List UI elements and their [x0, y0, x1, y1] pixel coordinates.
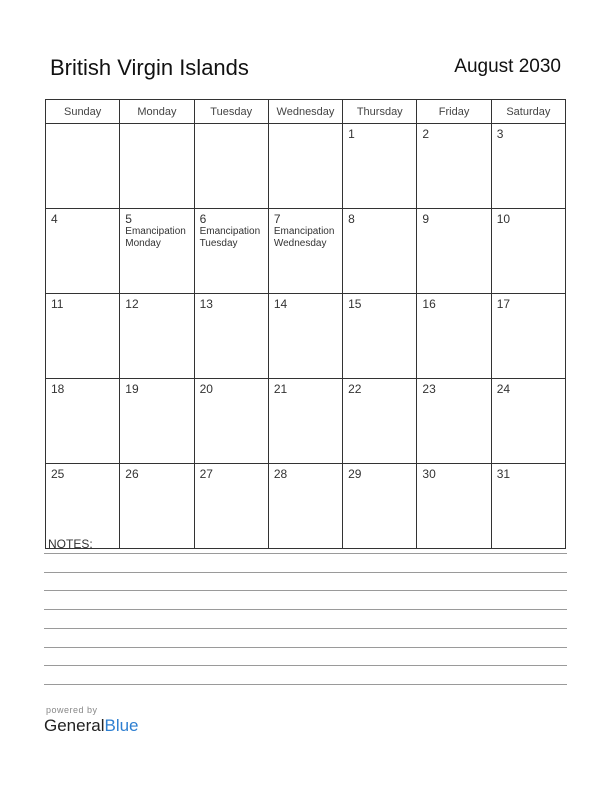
weekday-friday: Friday [417, 100, 491, 124]
day-cell [46, 294, 120, 379]
day-number: 23 [422, 382, 436, 396]
day-number: 9 [422, 212, 430, 226]
day-cell [120, 379, 194, 464]
day-number: 8 [348, 212, 355, 226]
day-number: 14 [273, 297, 288, 311]
day-cell [343, 209, 417, 294]
day-cell [46, 209, 120, 294]
day-cell [194, 294, 268, 379]
day-cell [194, 209, 268, 294]
day-cell [268, 294, 342, 379]
day-cell [268, 209, 342, 294]
day-cell [491, 379, 565, 464]
day-number: 18 [51, 382, 65, 396]
day-number: 16 [422, 297, 436, 311]
day-cell [194, 379, 268, 464]
day-number: 22 [348, 382, 362, 396]
holiday-label: Emancipation Tuesday [199, 226, 261, 249]
day-number: 20 [199, 382, 213, 396]
holiday-label: Emancipation Monday [125, 226, 186, 249]
day-number: 21 [273, 382, 288, 396]
day-cell [46, 124, 120, 209]
day-number: 4 [51, 212, 58, 226]
day-cell [268, 464, 342, 549]
day-number: 19 [125, 382, 139, 396]
day-number: 13 [199, 297, 213, 311]
day-number: 1 [348, 127, 355, 141]
week-row [46, 464, 566, 549]
week-row [46, 209, 566, 294]
notes-line [44, 590, 567, 591]
day-cell [268, 124, 342, 209]
day-cell [491, 209, 565, 294]
day-number: 30 [422, 467, 436, 481]
day-cell [46, 379, 120, 464]
day-cell [343, 464, 417, 549]
day-cell [491, 124, 565, 209]
brand-blue: Blue [104, 716, 139, 735]
notes-line [44, 609, 567, 610]
brand-general: General [44, 716, 105, 735]
calendar-month-title: August 2030 [454, 56, 561, 77]
day-number: 5 [125, 212, 132, 226]
day-number: 17 [496, 297, 511, 311]
day-cell [120, 124, 194, 209]
generalblue-logo [44, 716, 139, 736]
week-row [46, 294, 566, 379]
day-cell [46, 464, 120, 549]
powered-by-text: powered by [46, 705, 98, 715]
day-number: 27 [199, 467, 213, 481]
notes-line [44, 665, 567, 666]
weekday-saturday: Saturday [491, 100, 565, 124]
day-number: 11 [51, 297, 64, 311]
day-number: 12 [125, 297, 139, 311]
day-cell [343, 124, 417, 209]
day-number: 29 [348, 467, 362, 481]
day-cell [417, 209, 491, 294]
day-cell [417, 464, 491, 549]
notes-label: NOTES: [48, 537, 93, 551]
day-cell [343, 294, 417, 379]
day-number: 7 [273, 212, 281, 226]
day-cell [491, 294, 565, 379]
day-cell [343, 379, 417, 464]
day-cell [120, 294, 194, 379]
day-number: 3 [496, 127, 504, 141]
day-cell [120, 209, 194, 294]
day-cell [417, 379, 491, 464]
weekday-wednesday: Wednesday [268, 100, 342, 124]
week-row [46, 379, 566, 464]
day-number: 10 [496, 212, 511, 226]
day-number: 15 [348, 297, 362, 311]
day-cell [417, 294, 491, 379]
weekday-thursday: Thursday [343, 100, 417, 124]
calendar-country-title: British Virgin Islands [50, 55, 249, 80]
notes-line [44, 647, 567, 648]
weekday-header-row [46, 100, 566, 124]
day-number: 6 [199, 212, 207, 226]
day-cell [491, 464, 565, 549]
holiday-label: Emancipation Wednesday [273, 226, 335, 249]
day-number: 28 [273, 467, 288, 481]
notes-line [44, 553, 567, 554]
weekday-sunday: Sunday [46, 100, 120, 124]
day-number: 24 [496, 382, 511, 396]
day-cell [194, 464, 268, 549]
day-number: 31 [496, 467, 511, 481]
day-cell [120, 464, 194, 549]
notes-line [44, 572, 567, 573]
weekday-monday: Monday [120, 100, 194, 124]
day-number: 25 [51, 467, 65, 481]
notes-line [44, 628, 567, 629]
weekday-tuesday: Tuesday [194, 100, 268, 124]
day-number: 2 [422, 127, 430, 141]
day-cell [268, 379, 342, 464]
day-cell [194, 124, 268, 209]
day-cell [417, 124, 491, 209]
week-row [46, 124, 566, 209]
notes-line [44, 684, 567, 685]
day-number: 26 [125, 467, 139, 481]
calendar-grid [45, 99, 566, 549]
